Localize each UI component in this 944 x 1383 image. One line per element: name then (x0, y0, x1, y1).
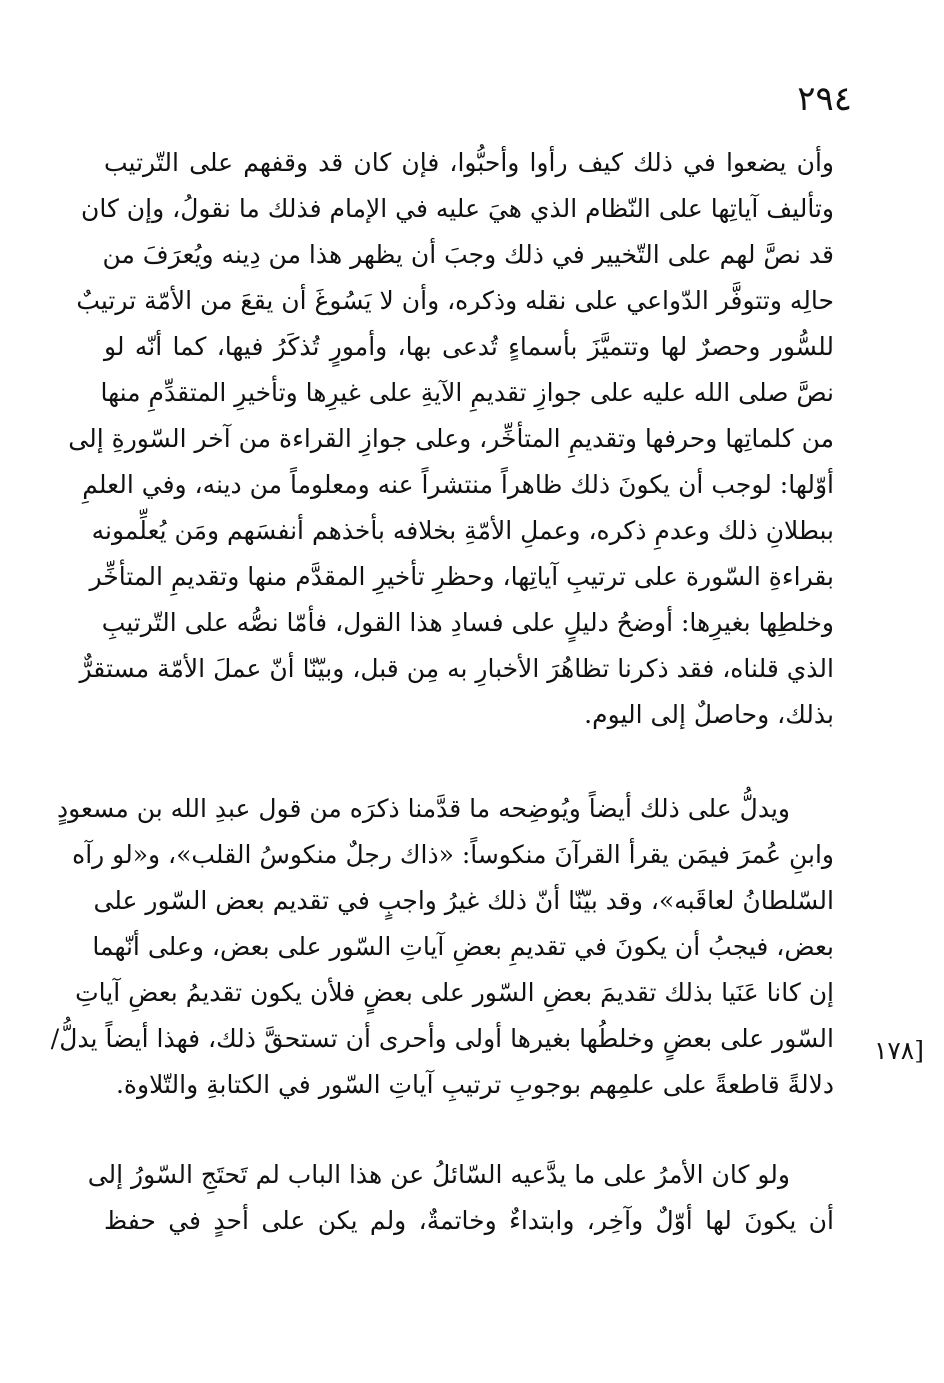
text-line: وأن يضعوا في ذلك كيف رأوا وأحبُّوا، فإن كان قد وقفهم على التّرتيب (104, 148, 834, 177)
text-line: للسُّور وحصرٌ لها وتتميَّزَ بأسماءٍ تُدعى بها، وأمورٍ تُذكَرُ فيها، كما أنّه لو (104, 332, 834, 361)
text-line: قد نصَّ لهم على التّخيير في ذلك وجبَ أن يظهر هذا من دِينه ويُعرَفَ من (102, 240, 834, 269)
text-line: بعض، فيجبُ أن يكونَ في تقديمِ بعضِ آياتِ السّور على بعض، وعلى أنّهما (92, 932, 834, 961)
text-line: أن يكونَ لها أوّلٌ وآخِر، وابتداءٌ وخاتمةٌ، ولم يكن على أحدٍ في حفظ (104, 1206, 834, 1235)
text-line: ويدلُّ على ذلك أيضاً ويُوضِحه ما قدَّمنا ذكرَه من قول عبدِ الله بن مسعودٍ (56, 794, 790, 823)
text-line: دلالةً قاطعةً على علمِهم بوجوبِ ترتيبِ آياتِ السّور في الكتابةِ والتّلاوة. (115, 1070, 834, 1099)
text-line: السّور على بعضٍ وخلطُها بغيرها أولى وأحرى أن تستحقَّ ذلك، فهذا أيضاً يدلُّ/ (50, 1024, 834, 1053)
text-line: ولو كان الأمرُ على ما يدَّعيه السّائلُ عن هذا الباب لم تَحتَجِ السّورُ إلى (87, 1160, 790, 1189)
margin-note: [١٧٨ (873, 1036, 924, 1065)
text-line: وتأليف آياتِها على النّظام الذي هيَ عليه في الإمام فذلك ما نقولُ، وإن كان (80, 194, 834, 223)
page-number: ٢٩٤ (797, 79, 852, 119)
text-line: وخلطِها بغيرِها: أوضحُ دليلٍ على فسادِ هذا القول، فأمّا نصُّه على التّرتيبِ (101, 608, 834, 637)
paragraph-2 (50, 786, 834, 1108)
paragraph-3 (87, 1152, 834, 1244)
text-line: حالِه وتتوفَّر الدّواعي على نقله وذكره، وأن لا يَسُوغَ أن يقعَ من الأمّة ترتيبٌ (76, 286, 834, 315)
text-line: وابنِ عُمرَ فيمَن يقرأ القرآنَ منكوساً: «ذاك رجلٌ منكوسُ القلب»، و«لو رآه (72, 840, 834, 869)
text-line: أوّلها: لوجب أن يكونَ ذلك ظاهراً منتشراً عنه ومعلوماً من دينه، وفي العلمِ (82, 470, 834, 499)
text-line: السّلطانُ لعاقَبه»، وقد بيّنّا أنّ ذلك غيرُ واجبٍ في تقديم بعض السّور على (93, 886, 834, 915)
text-line: بذلك، وحاصلٌ إلى اليوم. (584, 700, 834, 729)
text-line: الذي قلناه، فقد ذكرنا تظاهُرَ الأخبارِ به مِن قبل، وبيّنّا أنّ عملَ الأمّة مستقرٌّ (79, 654, 834, 683)
text-line: نصَّ صلى الله عليه على جوازِ تقديمِ الآيةِ على غيرِها وتأخيرِ المتقدِّمِ منها (100, 378, 834, 407)
text-line: من كلماتِها وحرفها وتقديمِ المتأخِّر، وعلى جوازِ القراءة من آخر السّورةِ إلى (68, 424, 834, 453)
text-line: بقراءةِ السّورة على ترتيبِ آياتِها، وحظرِ تأخيرِ المقدَّم منها وتقديمِ المتأخِّر (89, 562, 834, 591)
paragraph-1 (68, 140, 834, 738)
text-line: إن كانا عَنَيا بذلك تقديمَ بعضِ السّور على بعضٍ فلأن يكون تقديمُ بعضِ آياتِ (75, 978, 834, 1007)
text-line: ببطلانِ ذلك وعدمِ ذكره، وعملِ الأمّةِ بخلافه بأخذهم أنفسَهم ومَن يُعلِّمونه (91, 516, 834, 545)
